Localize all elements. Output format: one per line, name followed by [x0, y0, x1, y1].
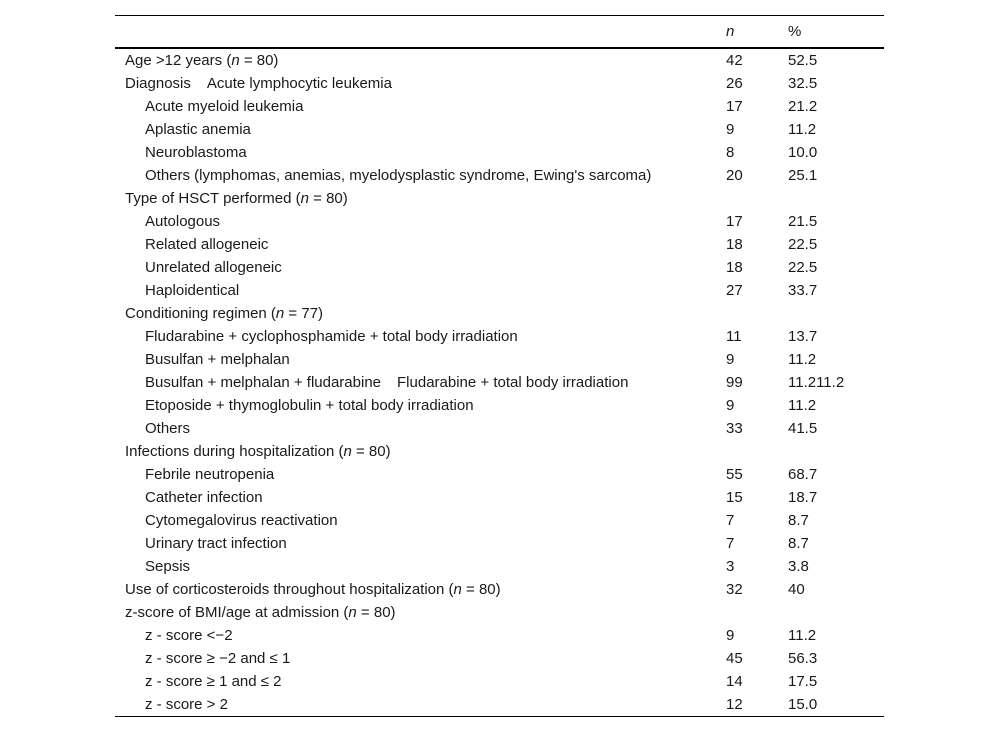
table-row: [115, 509, 884, 532]
row-percent: 22.5: [788, 235, 818, 253]
row-label: Neuroblastoma: [145, 143, 247, 161]
row-n: 32: [726, 580, 743, 598]
table-row: [115, 417, 884, 440]
row-label: Sepsis: [145, 557, 191, 575]
row-n: 8: [726, 143, 735, 161]
row-percent: 22.5: [788, 258, 818, 276]
row-percent: 10.0: [788, 143, 818, 161]
row-label: Haploidentical: [145, 281, 240, 299]
row-n: 42: [726, 51, 743, 69]
header-percent: %: [778, 16, 884, 48]
row-percent: 33.7: [788, 281, 818, 299]
row-label: z - score > 2: [115, 693, 716, 717]
row-label: Acute myeloid leukemia: [145, 97, 304, 115]
row-n: [716, 302, 778, 325]
row-n: [716, 440, 778, 463]
row-label: z - score ≥ 1 and ≤ 2: [145, 672, 282, 690]
data-table-wrapper: [115, 15, 884, 717]
row-n: 18: [726, 235, 743, 253]
row-percent: 52.5: [788, 51, 818, 69]
characteristics-table: [115, 15, 884, 717]
row-percent: 15.0: [778, 693, 884, 717]
table-row: [115, 72, 884, 95]
row-label: z-score of BMI/age at admission (n = 80): [125, 603, 396, 621]
table-row: [115, 578, 884, 601]
row-n: 3: [726, 557, 735, 575]
row-label: z - score <−2: [145, 626, 233, 644]
row-n: 14: [726, 672, 743, 690]
table-row: [115, 256, 884, 279]
table-row: [115, 187, 884, 210]
table-row: [115, 394, 884, 417]
row-percent: 21.5: [788, 212, 818, 230]
row-label: Catheter infection: [145, 488, 263, 506]
row-label: Cytomegalovirus reactivation: [145, 511, 338, 529]
row-percent: 11.2: [788, 350, 817, 368]
row-percent: [778, 187, 884, 210]
row-percent: 8.7: [788, 534, 809, 552]
table-header-row: [115, 16, 884, 48]
row-n: 17: [726, 212, 743, 230]
table-row: [115, 601, 884, 624]
row-percent: 8.7: [788, 511, 809, 529]
row-percent: 11.211.2: [788, 373, 845, 391]
row-percent: 11.2: [788, 120, 817, 138]
header-label: [115, 16, 716, 48]
row-n: 7: [726, 534, 735, 552]
table-row: [115, 279, 884, 302]
table-row: [115, 486, 884, 509]
row-label: Use of corticosteroids throughout hospitalization (n = 80): [125, 580, 501, 598]
row-n: 9: [726, 120, 735, 138]
table-row: [115, 463, 884, 486]
row-n: 33: [726, 419, 743, 437]
row-n: [716, 601, 778, 624]
row-percent: 68.7: [788, 465, 818, 483]
row-label: Type of HSCT performed (n = 80): [125, 189, 348, 207]
row-label: Infections during hospitalization (n = 80): [125, 442, 391, 460]
row-n: 9: [726, 396, 735, 414]
row-n: 26: [726, 74, 743, 92]
row-label: Etoposide + thymoglobulin + total body irradiation: [145, 396, 474, 414]
row-label: Others (lymphomas, anemias, myelodysplastic syndrome, Ewing's sarcoma): [145, 166, 652, 184]
row-n: 15: [726, 488, 743, 506]
row-label: Age >12 years (n = 80): [125, 51, 279, 69]
table-row: [115, 325, 884, 348]
row-percent: [778, 302, 884, 325]
row-n: 99: [726, 373, 743, 391]
row-n: 17: [726, 97, 743, 115]
table-row: [115, 118, 884, 141]
row-percent: 56.3: [788, 649, 818, 667]
row-n: 7: [726, 511, 735, 529]
table-row: [115, 624, 884, 647]
row-percent: 21.2: [788, 97, 818, 115]
row-percent: 17.5: [788, 672, 818, 690]
table-row: [115, 348, 884, 371]
row-n: 9: [726, 626, 735, 644]
row-label: Others: [145, 419, 191, 437]
row-label: Busulfan + melphalan: [145, 350, 290, 368]
row-n: 45: [726, 649, 743, 667]
row-percent: 3.8: [788, 557, 809, 575]
row-label: Urinary tract infection: [145, 534, 287, 552]
row-label: Autologous: [145, 212, 221, 230]
row-percent: 18.7: [788, 488, 818, 506]
row-n: 27: [726, 281, 743, 299]
row-percent: 32.5: [788, 74, 818, 92]
row-n: 9: [726, 350, 735, 368]
table-row: [115, 670, 884, 693]
row-label: z - score ≥ −2 and ≤ 1: [145, 649, 291, 667]
header-n: n: [716, 16, 778, 48]
table-row: [115, 302, 884, 325]
table-row: [115, 647, 884, 670]
row-label: Conditioning regimen (n = 77): [125, 304, 324, 322]
table-row: [115, 164, 884, 187]
row-percent: [778, 440, 884, 463]
table-row: [115, 141, 884, 164]
row-percent: 13.7: [788, 327, 818, 345]
table-row: [115, 233, 884, 256]
row-label: Febrile neutropenia: [145, 465, 275, 483]
table-row: [115, 371, 884, 394]
row-percent: 40: [788, 580, 805, 598]
row-label: Unrelated allogeneic: [145, 258, 282, 276]
row-percent: 25.1: [788, 166, 818, 184]
row-percent: 11.2: [788, 396, 817, 414]
table-row: [115, 555, 884, 578]
table-row: [115, 440, 884, 463]
row-n: 11: [726, 327, 742, 345]
row-percent: [778, 601, 884, 624]
row-label: Diagnosis Acute lymphocytic leukemia: [125, 74, 392, 92]
table-row: [115, 48, 884, 72]
row-percent: 41.5: [788, 419, 818, 437]
row-percent: 11.2: [788, 626, 817, 644]
row-label: Fludarabine + cyclophosphamide + total body irradiation: [145, 327, 518, 345]
row-label: Aplastic anemia: [145, 120, 251, 138]
row-n: 20: [726, 166, 743, 184]
row-n: 55: [726, 465, 743, 483]
row-label: Busulfan + melphalan + fludarabine Fludarabine + total body irradiation: [145, 373, 629, 391]
row-n: 18: [726, 258, 743, 276]
row-n: [716, 187, 778, 210]
row-label: Related allogeneic: [145, 235, 269, 253]
row-n: 12: [716, 693, 778, 717]
table-row: [115, 95, 884, 118]
table-row: [115, 532, 884, 555]
table-row: [115, 693, 884, 717]
table-row: [115, 210, 884, 233]
